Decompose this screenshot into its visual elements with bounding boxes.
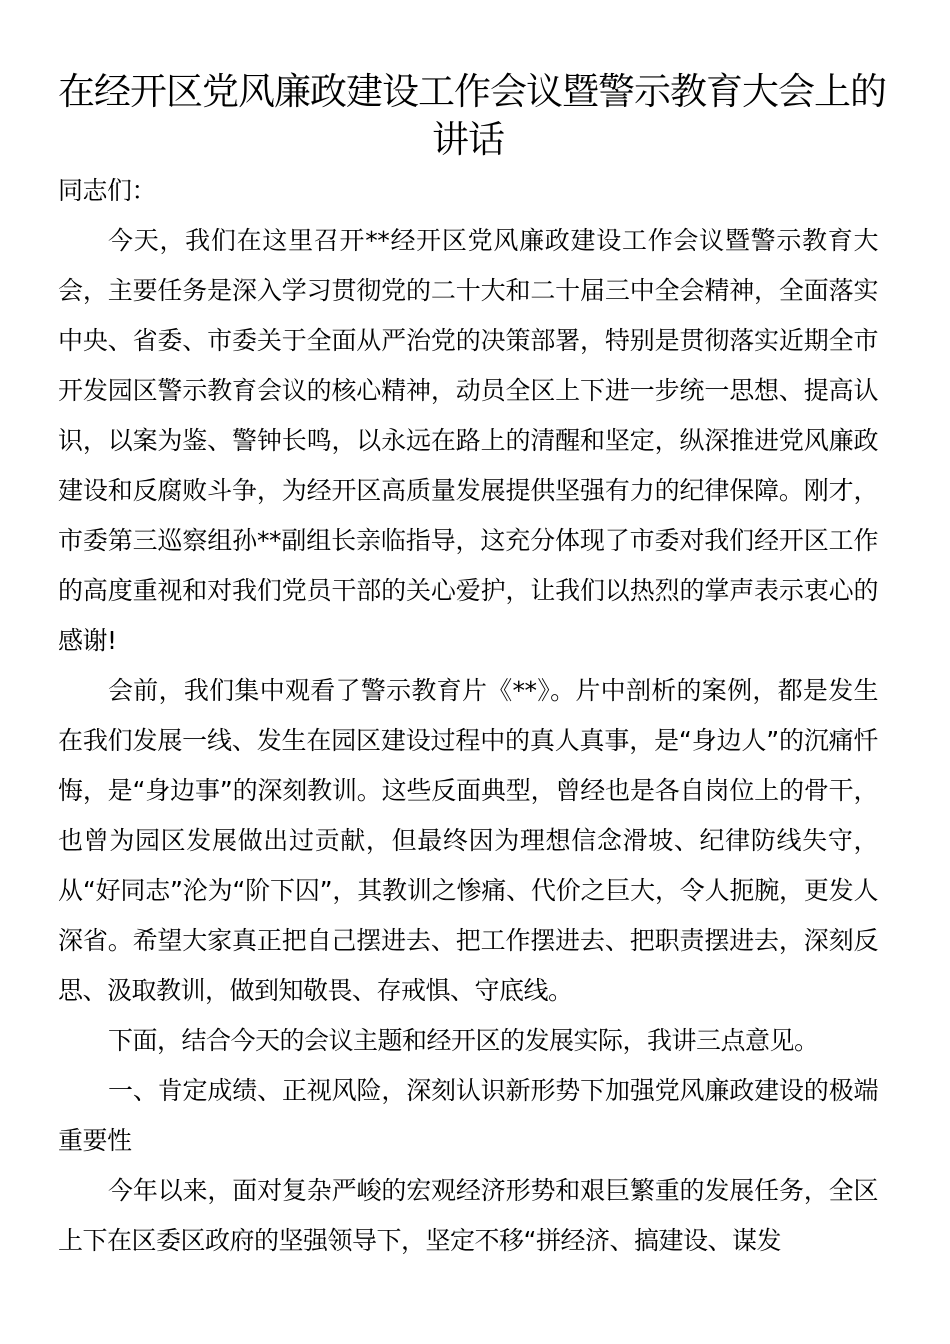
document-body bbox=[58, 166, 878, 1266]
paragraph-three-points: 下面，结合今天的会议主题和经开区的发展实际，我讲三点意见。 bbox=[108, 1026, 819, 1055]
document-page bbox=[58, 0, 886, 1266]
document-title bbox=[58, 68, 886, 164]
paragraph-opening: 今天，我们在这里召开**经开区党风廉政建设工作会议暨警示教育大会，主要任务是深入学习贯彻党的二十大和二十届三中全会精神，全面落实中央、省委、市委关于全面从严治党的决策部署，特别是贯彻落实近期全市开发园区警示教育会议的核心精神，动员全区上下进一步统一思想、提高认识，以案为鉴、警钟长鸣，以永远在路上的清醒和坚定，纵深推进党风廉政建设和反腐败斗争，为经开区高质量发展提供坚强有力的纪律保障。刚才，市委第三巡察组孙**副组长亲临指导，这充分体现了市委对我们经开区工作的高度重视和对我们党员干部的关心爱护，让我们以热烈的掌声表示衷心的感谢! bbox=[58, 226, 878, 655]
paragraph-warning-film: 会前，我们集中观看了警示教育片《**》。片中剖析的案例，都是发生在我们发展一线、发生在园区建设过程中的真人真事，是“身边人”的沉痛忏悔，是“身边事”的深刻教训。这些反面典型，曾经也是各自岗位上的骨干，也曾为园区发展做出过贡献，但最终因为理想信念滑坡、纪律防线失守，从“好同志”沦为“阶下囚”，其教训之惨痛、代价之巨大，令人扼腕，更发人深省。希望大家真正把自己摆进去、把工作摆进去、把职责摆进去，深刻反思、汲取教训，做到知敬畏、存戒惧、守底线。 bbox=[58, 676, 878, 1005]
title-line-2: 讲话 bbox=[432, 118, 504, 161]
title-line-1: 在经开区党风廉政建设工作会议暨警示教育大会上的 bbox=[58, 70, 886, 113]
section-heading-1: 一、肯定成绩、正视风险，深刻认识新形势下加强党风廉政建设的极端重要性 bbox=[58, 1076, 878, 1155]
salutation: 同志们： bbox=[58, 176, 157, 205]
section-1-paragraph-1: 今年以来，面对复杂严峻的宏观经济形势和艰巨繁重的发展任务，全区上下在区委区政府的坚强领导下，坚定不移“拼经济、搞建设、谋发 bbox=[58, 1176, 878, 1255]
